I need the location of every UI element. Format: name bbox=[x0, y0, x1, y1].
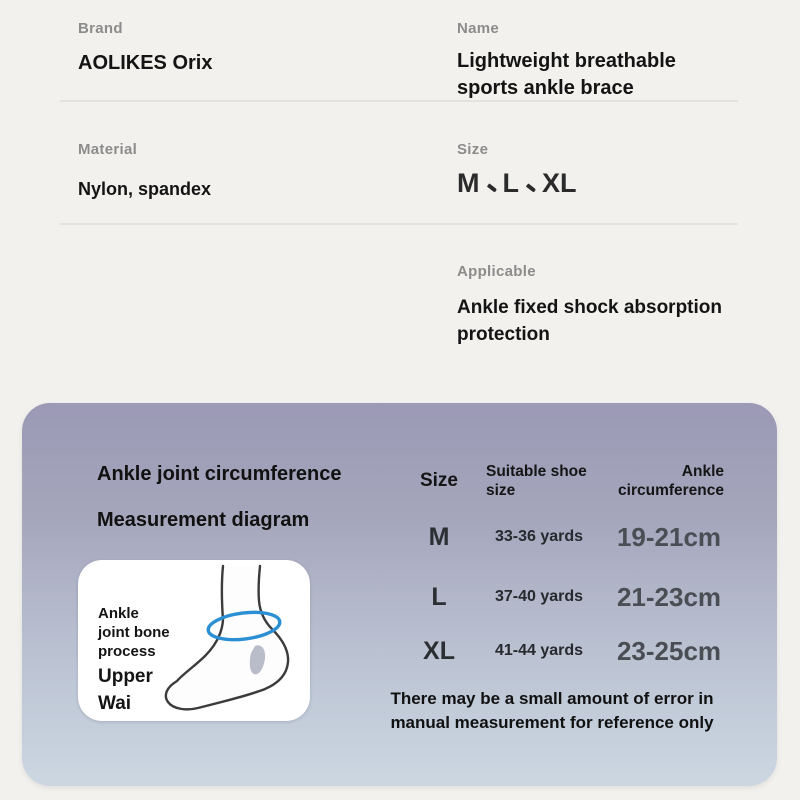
size-label: Size bbox=[457, 141, 489, 158]
disclaimer-line1: There may be a small amount of error in bbox=[390, 689, 714, 708]
name-label: Name bbox=[457, 20, 500, 37]
size-option-l: L bbox=[502, 168, 519, 198]
header-size: Size bbox=[419, 470, 459, 491]
row-size: XL bbox=[423, 636, 455, 665]
applicable-value-line1: Ankle fixed shock absorption bbox=[457, 297, 722, 318]
measurement-disclaimer bbox=[352, 687, 752, 735]
header-line: Ankle bbox=[681, 463, 724, 480]
size-option-m: M bbox=[457, 168, 480, 198]
row-circumference: 23-25cm bbox=[616, 635, 722, 666]
material-value: Nylon, spandex bbox=[78, 179, 212, 199]
ideographic-comma-separator bbox=[485, 177, 498, 197]
measurement-diagram-card bbox=[78, 560, 310, 721]
table-row bbox=[404, 631, 734, 671]
diagram-caption-large bbox=[98, 663, 153, 717]
applicable-label: Applicable bbox=[457, 263, 536, 280]
row-size: M bbox=[428, 522, 450, 551]
name-value bbox=[457, 48, 676, 102]
name-value-line1: Lightweight breathable bbox=[457, 50, 676, 72]
table-row bbox=[404, 517, 734, 557]
caption-line: Wai bbox=[98, 693, 132, 714]
row-circumference: 21-23cm bbox=[616, 581, 722, 612]
header-line: circumference bbox=[618, 482, 724, 499]
divider-middle bbox=[60, 223, 738, 225]
brand-value: AOLIKES Orix bbox=[78, 52, 213, 74]
applicable-value bbox=[457, 294, 722, 348]
table-row bbox=[404, 577, 734, 617]
row-shoe-size: 41-44 yards bbox=[494, 642, 584, 659]
size-chart-panel bbox=[22, 403, 777, 786]
header-suitable-shoe-size bbox=[474, 462, 604, 500]
row-size: L bbox=[431, 582, 447, 611]
size-option-xl: XL bbox=[542, 168, 577, 198]
name-value-line2: sports ankle brace bbox=[457, 77, 634, 99]
size-value bbox=[457, 168, 577, 199]
row-shoe-size: 37-40 yards bbox=[494, 588, 584, 605]
diagram-caption-small bbox=[98, 604, 170, 661]
header-line: Suitable shoe bbox=[486, 463, 587, 480]
panel-title-line1: Ankle joint circumference bbox=[97, 463, 342, 485]
panel-title bbox=[97, 463, 342, 532]
caption-line: Ankle bbox=[98, 605, 139, 622]
applicable-value-line2: protection bbox=[457, 324, 550, 345]
ankle-foot-icon bbox=[160, 564, 308, 716]
disclaimer-line2: manual measurement for reference only bbox=[390, 713, 714, 732]
brand-label: Brand bbox=[78, 20, 123, 37]
caption-line: Upper bbox=[98, 666, 153, 687]
caption-line: process bbox=[98, 643, 156, 660]
caption-line: joint bone bbox=[98, 624, 170, 641]
row-shoe-size: 33-36 yards bbox=[494, 528, 584, 545]
material-label: Material bbox=[78, 141, 138, 158]
size-table-header bbox=[404, 457, 734, 505]
ideographic-comma-separator bbox=[524, 177, 537, 197]
header-line: size bbox=[486, 482, 516, 499]
panel-title-line2: Measurement diagram bbox=[97, 509, 310, 531]
row-circumference: 19-21cm bbox=[616, 521, 722, 552]
header-ankle-circumference bbox=[604, 462, 734, 500]
divider-top bbox=[60, 100, 738, 102]
